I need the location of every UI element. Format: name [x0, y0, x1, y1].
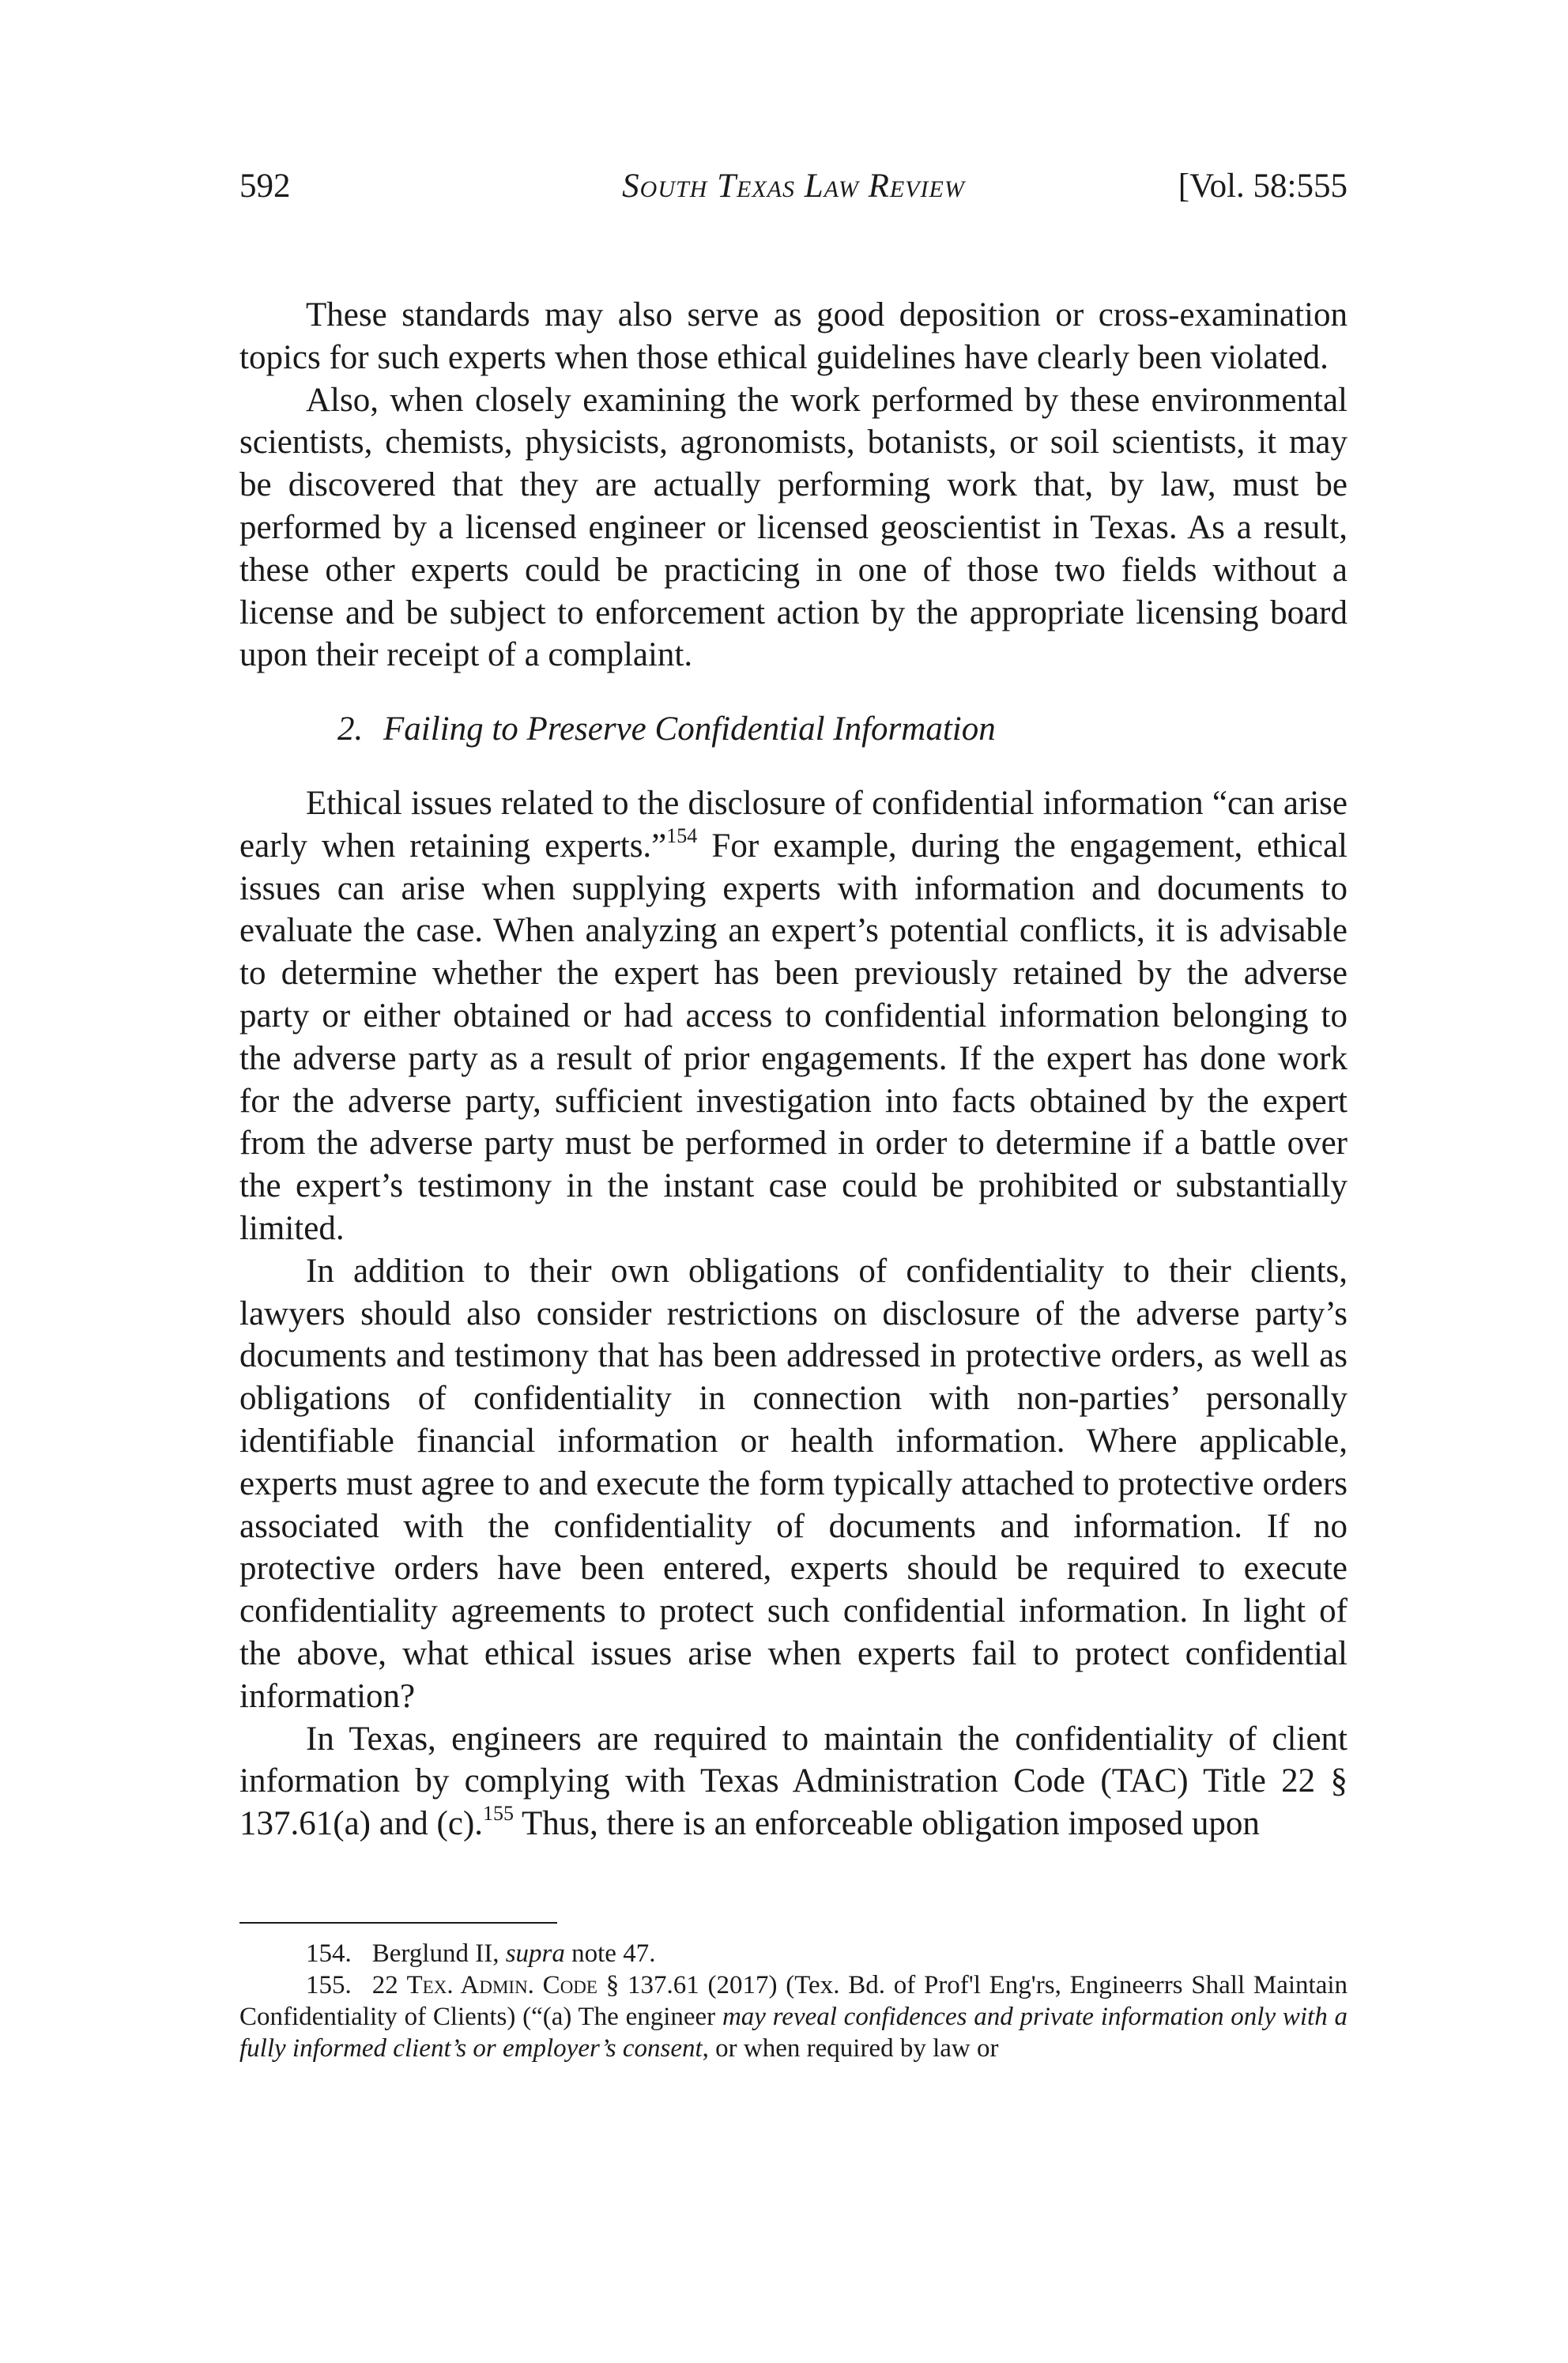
paragraph-disclosure-part1: Ethical issues related to the disclosure of confidential information “can arise early when retaining experts.” — [239, 784, 1348, 865]
paragraph-texas-part2: Thus, there is an enforceable obligation imposed upon — [514, 1805, 1260, 1843]
running-header — [239, 163, 1348, 210]
subheading-number: 2. — [337, 710, 364, 748]
paragraph-standards: These standards may also serve as good deposition or cross-examination topics for such experts when those ethical guidelines have clearly been violated. — [239, 296, 1348, 376]
body-text — [239, 294, 1348, 1845]
footnote-ref-154[interactable]: 154 — [666, 823, 698, 847]
footnote-divider — [239, 1922, 557, 1924]
footnote-155-number: 155. — [306, 1971, 352, 1999]
footnote-155-b: § 137.61 (2017) (Tex. Bd. of Prof'l Eng'rs, Engineerrs Shall Maintain Confidentiality of Clients) (“(a) The engineer — [239, 1971, 1348, 2031]
volume-citation: [Vol. 58:555 — [1178, 168, 1348, 205]
footnotes — [239, 1938, 1348, 2064]
footnote-154-text-a: Berglund II, — [371, 1939, 506, 1968]
footnote-ref-155[interactable]: 155 — [483, 1802, 514, 1826]
journal-title: South Texas Law Review — [622, 168, 965, 205]
page-number: 592 — [239, 168, 291, 205]
section-subheading — [239, 708, 1348, 751]
paragraph-licensing: Also, when closely examining the work performed by these environmental scientists, chemists, physicists, agronomists, botanists, or soil scientists, it may be discovered that they are actually performing work that, by law, must be performed by a licensed engineer or licensed geoscientist in Texas. As a result, these other experts could be practicing in one of those two fields without a license and be subject to enforcement action by the appropriate licensing board upon their receipt of a complaint. — [239, 381, 1348, 674]
footnote-154-number: 154. — [306, 1939, 352, 1968]
subheading-text: Failing to Preserve Confidential Information — [383, 710, 996, 748]
footnote-154-text-b: note 47. — [564, 1939, 656, 1968]
paragraph-disclosure — [239, 782, 1348, 1250]
footnote-155-italic: may reveal confidences and private information only with a fully informed client’s or employer’s consent — [239, 2003, 1348, 2063]
paragraph-disclosure-part2: For example, during the engagement, ethical issues can arise when supplying experts with information and documents to evaluate the case. When analyzing an expert’s potential conflicts, it is advisable to determine whether the expert has been previously retained by the adverse party or either obtained or had access to confidential information belonging to the adverse party as a result of prior engagements. If the expert has done work for the adverse party, sufficient investigation into facts obtained by the expert from the adverse party must be performed in order to determine if a battle over the expert’s testimony in the instant case could be prohibited or substantially limited. — [239, 827, 1348, 1247]
footnote-155-c: , or when required by law or — [702, 2034, 999, 2063]
footnote-155-a: 22 — [371, 1971, 407, 1999]
paragraph-texas-part1: In Texas, engineers are required to maintain the confidentiality of client information by complying with Texas Administration Code (TAC) Title 22 § 137.61(a) and (c). — [239, 1720, 1348, 1843]
footnote-154-supra: supra — [505, 1939, 565, 1968]
footnote-155 — [239, 1969, 1348, 2064]
footnote-154 — [239, 1938, 1348, 1969]
paragraph-obligations: In addition to their own obligations of confidentiality to their clients, lawyers should also consider restrictions on disclosure of the adverse party’s documents and testimony that has been addressed in protective orders, as well as obligations of confidentiality in connection with non-parties’ personally identifiable financial information or health information. Where applicable, experts must agree to and execute the form typically attached to protective orders associated with the confidentiality of documents and information. If no protective orders have been entered, experts should be required to execute confidentiality agreements to protect such confidential information. In light of the above, what ethical issues arise when experts fail to protect confidential information? — [239, 1252, 1348, 1715]
paragraph-texas-engineers — [239, 1718, 1348, 1845]
footnote-155-code: Tex. Admin. Code — [406, 1971, 597, 1999]
